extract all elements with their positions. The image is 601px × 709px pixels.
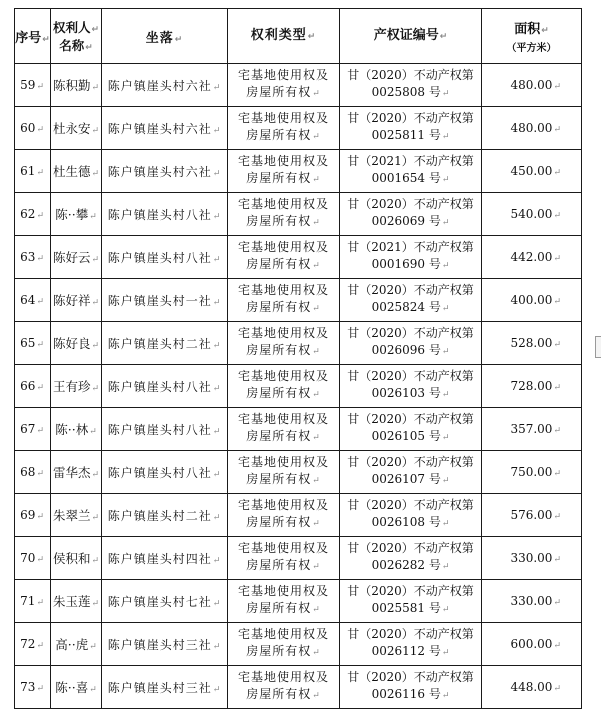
cell-no: 59↵ [15, 64, 51, 107]
table-header-row [15, 9, 582, 64]
paragraph-mark: ↵ [212, 684, 222, 695]
paragraph-mark: ↵ [212, 340, 222, 351]
paragraph-mark: ↵ [212, 426, 222, 437]
table-row [15, 494, 582, 537]
cell-owner: 朱翠兰↵ [51, 494, 102, 537]
cell-area: 480.00↵ [482, 64, 582, 107]
paragraph-mark: ↵ [553, 125, 561, 135]
cell-area: 600.00↵ [482, 623, 582, 666]
cell-location: 陈户镇崖头村八社↵ [102, 365, 228, 408]
cell-cert-no: 甘（2020）不动产权第 0026069 号↵ [340, 193, 482, 236]
side-scroll-handle[interactable] [595, 336, 601, 358]
paragraph-mark: ↵ [441, 261, 450, 271]
cell-cert-no: 甘（2020）不动产权第 0026282 号↵ [340, 537, 482, 580]
cell-cert-no: 甘（2020）不动产权第 0025824 号↵ [340, 279, 482, 322]
cell-owner: 杜永安↵ [51, 107, 102, 150]
paragraph-mark: ↵ [36, 340, 44, 350]
cell-no: 60↵ [15, 107, 51, 150]
paragraph-mark: ↵ [541, 26, 549, 36]
cell-cert-no: 甘（2020）不动产权第 0026112 号↵ [340, 623, 482, 666]
paragraph-mark: ↵ [36, 598, 44, 608]
header-cert-no-label: 产权证编号 [373, 27, 439, 43]
paragraph-mark: ↵ [91, 25, 100, 35]
cell-cert-no: 甘（2020）不动产权第 0025811 号↵ [340, 107, 482, 150]
paragraph-mark: ↵ [91, 255, 100, 265]
table-row [15, 537, 582, 580]
table-row [15, 408, 582, 451]
cell-location: 陈户镇崖头村八社↵ [102, 451, 228, 494]
paragraph-mark: ↵ [553, 254, 561, 264]
cell-cert-no: 甘（2021）不动产权第 0001690 号↵ [340, 236, 482, 279]
paragraph-mark: ↵ [89, 427, 97, 437]
cell-owner: 陈··林↵ [51, 408, 102, 451]
paragraph-mark: ↵ [212, 555, 222, 566]
paragraph-mark: ↵ [36, 512, 44, 522]
cell-no: 61↵ [15, 150, 51, 193]
cell-location: 陈户镇崖头村三社↵ [102, 666, 228, 709]
table-row [15, 236, 582, 279]
cell-no: 63↵ [15, 236, 51, 279]
cell-right-type: 宅基地使用权及 房屋所有权↵ [228, 64, 340, 107]
cell-location: 陈户镇崖头村六社↵ [102, 64, 228, 107]
cell-cert-no: 甘（2021）不动产权第 0001654 号↵ [340, 150, 482, 193]
paragraph-mark: ↵ [36, 254, 44, 264]
paragraph-mark: ↵ [36, 426, 44, 436]
cell-owner: 陈好祥↵ [51, 279, 102, 322]
paragraph-mark: ↵ [441, 175, 450, 185]
paragraph-mark: ↵ [441, 605, 450, 615]
paragraph-mark: ↵ [91, 556, 100, 566]
cell-right-type: 宅基地使用权及 房屋所有权↵ [228, 537, 340, 580]
paragraph-mark: ↵ [91, 83, 100, 93]
cell-no: 73↵ [15, 666, 51, 709]
cell-right-type: 宅基地使用权及 房屋所有权↵ [228, 494, 340, 537]
paragraph-mark: ↵ [312, 347, 321, 357]
cell-area: 357.00↵ [482, 408, 582, 451]
header-owner-line2: 名称↵ [59, 38, 93, 53]
header-location-label: 坐落 [145, 30, 174, 46]
paragraph-mark: ↵ [89, 642, 97, 652]
cell-cert-no: 甘（2020）不动产权第 0026108 号↵ [340, 494, 482, 537]
paragraph-mark: ↵ [312, 175, 321, 185]
cell-no: 66↵ [15, 365, 51, 408]
table-row [15, 666, 582, 709]
paragraph-mark: ↵ [312, 218, 321, 228]
cell-right-type: 宅基地使用权及 房屋所有权↵ [228, 365, 340, 408]
paragraph-mark: ↵ [441, 476, 450, 486]
cell-owner: 朱玉莲↵ [51, 580, 102, 623]
cell-area: 442.00↵ [482, 236, 582, 279]
cell-no: 64↵ [15, 279, 51, 322]
cell-location: 陈户镇崖头村八社↵ [102, 236, 228, 279]
paragraph-mark: ↵ [36, 684, 44, 694]
cell-right-type: 宅基地使用权及 房屋所有权↵ [228, 666, 340, 709]
paragraph-mark: ↵ [312, 304, 321, 314]
cell-location: 陈户镇崖头村一社↵ [102, 279, 228, 322]
paragraph-mark: ↵ [36, 82, 44, 92]
cell-owner: 陈··攀↵ [51, 193, 102, 236]
cell-location: 陈户镇崖头村八社↵ [102, 193, 228, 236]
cell-location: 陈户镇崖头村二社↵ [102, 494, 228, 537]
cell-right-type: 宅基地使用权及 房屋所有权↵ [228, 451, 340, 494]
cell-location: 陈户镇崖头村八社↵ [102, 408, 228, 451]
cell-area: 400.00↵ [482, 279, 582, 322]
cell-owner: 侯积和↵ [51, 537, 102, 580]
paragraph-mark: ↵ [91, 126, 100, 136]
header-area-unit: （平方米） [506, 43, 557, 54]
paragraph-mark: ↵ [36, 125, 44, 135]
paragraph-mark: ↵ [312, 89, 321, 99]
paragraph-mark: ↵ [439, 31, 448, 42]
paragraph-mark: ↵ [91, 169, 100, 179]
table-row [15, 365, 582, 408]
cell-right-type: 宅基地使用权及 房屋所有权↵ [228, 150, 340, 193]
paragraph-mark: ↵ [174, 34, 184, 45]
cell-area: 576.00↵ [482, 494, 582, 537]
cell-area: 728.00↵ [482, 365, 582, 408]
paragraph-mark: ↵ [212, 82, 222, 93]
paragraph-mark: ↵ [307, 31, 317, 42]
paragraph-mark: ↵ [212, 469, 222, 480]
cell-right-type: 宅基地使用权及 房屋所有权↵ [228, 322, 340, 365]
paragraph-mark: ↵ [212, 297, 222, 308]
paragraph-mark: ↵ [441, 390, 450, 400]
paragraph-mark: ↵ [89, 685, 97, 695]
table-row [15, 623, 582, 666]
table-row [15, 193, 582, 236]
header-cert-no [340, 9, 482, 64]
cell-area: 480.00↵ [482, 107, 582, 150]
paragraph-mark: ↵ [441, 347, 450, 357]
table-row [15, 107, 582, 150]
paragraph-mark: ↵ [441, 433, 450, 443]
table-row [15, 580, 582, 623]
cell-right-type: 宅基地使用权及 房屋所有权↵ [228, 193, 340, 236]
cell-location: 陈户镇崖头村六社↵ [102, 150, 228, 193]
paragraph-mark: ↵ [553, 340, 561, 350]
cell-right-type: 宅基地使用权及 房屋所有权↵ [228, 580, 340, 623]
paragraph-mark: ↵ [553, 211, 561, 221]
cell-no: 62↵ [15, 193, 51, 236]
cell-cert-no: 甘（2020）不动产权第 0026116 号↵ [340, 666, 482, 709]
cell-no: 68↵ [15, 451, 51, 494]
paragraph-mark: ↵ [441, 218, 450, 228]
table-body [15, 64, 582, 709]
cell-owner: 陈··喜↵ [51, 666, 102, 709]
paragraph-mark: ↵ [312, 648, 321, 658]
paragraph-mark: ↵ [553, 641, 561, 651]
paragraph-mark: ↵ [441, 519, 450, 529]
paragraph-mark: ↵ [36, 383, 44, 393]
paragraph-mark: ↵ [91, 341, 100, 351]
cell-no: 72↵ [15, 623, 51, 666]
table-row [15, 451, 582, 494]
paragraph-mark: ↵ [553, 297, 561, 307]
paragraph-mark: ↵ [553, 684, 561, 694]
paragraph-mark: ↵ [212, 512, 222, 523]
table-row [15, 150, 582, 193]
paragraph-mark: ↵ [212, 168, 222, 179]
cell-location: 陈户镇崖头村七社↵ [102, 580, 228, 623]
header-owner-line1: 权利人↵ [52, 20, 100, 35]
paragraph-mark: ↵ [441, 132, 450, 142]
cell-owner: 陈积勤↵ [51, 64, 102, 107]
paragraph-mark: ↵ [212, 598, 222, 609]
cell-cert-no: 甘（2020）不动产权第 0026096 号↵ [340, 322, 482, 365]
paragraph-mark: ↵ [312, 132, 321, 142]
property-rights-table [14, 8, 582, 709]
header-owner [51, 9, 102, 64]
table-row [15, 64, 582, 107]
paragraph-mark: ↵ [553, 426, 561, 436]
cell-cert-no: 甘（2020）不动产权第 0026103 号↵ [340, 365, 482, 408]
paragraph-mark: ↵ [312, 519, 321, 529]
paragraph-mark: ↵ [91, 513, 100, 523]
paragraph-mark: ↵ [36, 555, 44, 565]
cell-area: 450.00↵ [482, 150, 582, 193]
paragraph-mark: ↵ [36, 168, 44, 178]
paragraph-mark: ↵ [312, 605, 321, 615]
header-right-type [228, 9, 340, 64]
table-row [15, 322, 582, 365]
paragraph-mark: ↵ [36, 469, 44, 479]
header-area [482, 9, 582, 64]
paragraph-mark: ↵ [85, 43, 93, 53]
cell-no: 69↵ [15, 494, 51, 537]
cell-right-type: 宅基地使用权及 房屋所有权↵ [228, 236, 340, 279]
paragraph-mark: ↵ [441, 648, 450, 658]
paragraph-mark: ↵ [553, 82, 561, 92]
header-right-type-label: 权利类型 [250, 27, 307, 43]
cell-no: 70↵ [15, 537, 51, 580]
paragraph-mark: ↵ [441, 691, 450, 701]
cell-owner: 王有珍↵ [51, 365, 102, 408]
cell-area: 448.00↵ [482, 666, 582, 709]
cell-area: 528.00↵ [482, 322, 582, 365]
cell-right-type: 宅基地使用权及 房屋所有权↵ [228, 408, 340, 451]
cell-right-type: 宅基地使用权及 房屋所有权↵ [228, 279, 340, 322]
cell-owner: 杜生德↵ [51, 150, 102, 193]
paragraph-mark: ↵ [212, 211, 222, 222]
paragraph-mark: ↵ [553, 168, 561, 178]
cell-owner: 雷华杰↵ [51, 451, 102, 494]
paragraph-mark: ↵ [312, 562, 321, 572]
cell-right-type: 宅基地使用权及 房屋所有权↵ [228, 623, 340, 666]
cell-location: 陈户镇崖头村二社↵ [102, 322, 228, 365]
header-location [102, 9, 228, 64]
cell-owner: 高··虎↵ [51, 623, 102, 666]
cell-cert-no: 甘（2020）不动产权第 0026107 号↵ [340, 451, 482, 494]
cell-owner: 陈好良↵ [51, 322, 102, 365]
header-area-label: 面积↵ [514, 22, 549, 37]
paragraph-mark: ↵ [212, 383, 222, 394]
paragraph-mark: ↵ [312, 433, 321, 443]
paragraph-mark: ↵ [91, 599, 100, 609]
paragraph-mark: ↵ [553, 555, 561, 565]
table-row [15, 279, 582, 322]
cell-location: 陈户镇崖头村四社↵ [102, 537, 228, 580]
cell-location: 陈户镇崖头村六社↵ [102, 107, 228, 150]
cell-cert-no: 甘（2020）不动产权第 0026105 号↵ [340, 408, 482, 451]
cell-no: 67↵ [15, 408, 51, 451]
paragraph-mark: ↵ [312, 476, 321, 486]
cell-cert-no: 甘（2020）不动产权第 0025581 号↵ [340, 580, 482, 623]
paragraph-mark: ↵ [212, 641, 222, 652]
paragraph-mark: ↵ [441, 89, 450, 99]
paragraph-mark: ↵ [36, 211, 44, 221]
cell-area: 330.00↵ [482, 580, 582, 623]
cell-area: 330.00↵ [482, 537, 582, 580]
cell-owner: 陈好云↵ [51, 236, 102, 279]
paragraph-mark: ↵ [441, 562, 450, 572]
cell-cert-no: 甘（2020）不动产权第 0025808 号↵ [340, 64, 482, 107]
paragraph-mark: ↵ [553, 383, 561, 393]
cell-area: 540.00↵ [482, 193, 582, 236]
paragraph-mark: ↵ [553, 598, 561, 608]
cell-location: 陈户镇崖头村三社↵ [102, 623, 228, 666]
property-rights-table-container [14, 8, 582, 709]
paragraph-mark: ↵ [441, 304, 450, 314]
paragraph-mark: ↵ [36, 297, 44, 307]
header-no-label: 序号 [15, 30, 42, 46]
header-no [15, 9, 51, 64]
paragraph-mark: ↵ [89, 212, 97, 222]
paragraph-mark: ↵ [312, 390, 321, 400]
cell-no: 65↵ [15, 322, 51, 365]
paragraph-mark: ↵ [553, 512, 561, 522]
paragraph-mark: ↵ [553, 469, 561, 479]
paragraph-mark: ↵ [312, 261, 321, 271]
paragraph-mark: ↵ [91, 384, 100, 394]
paragraph-mark: ↵ [91, 470, 100, 480]
cell-no: 71↵ [15, 580, 51, 623]
paragraph-mark: ↵ [212, 125, 222, 136]
paragraph-mark: ↵ [36, 641, 44, 651]
paragraph-mark: ↵ [212, 254, 222, 265]
paragraph-mark: ↵ [42, 34, 50, 45]
cell-right-type: 宅基地使用权及 房屋所有权↵ [228, 107, 340, 150]
paragraph-mark: ↵ [91, 298, 100, 308]
cell-area: 750.00↵ [482, 451, 582, 494]
paragraph-mark: ↵ [312, 691, 321, 701]
